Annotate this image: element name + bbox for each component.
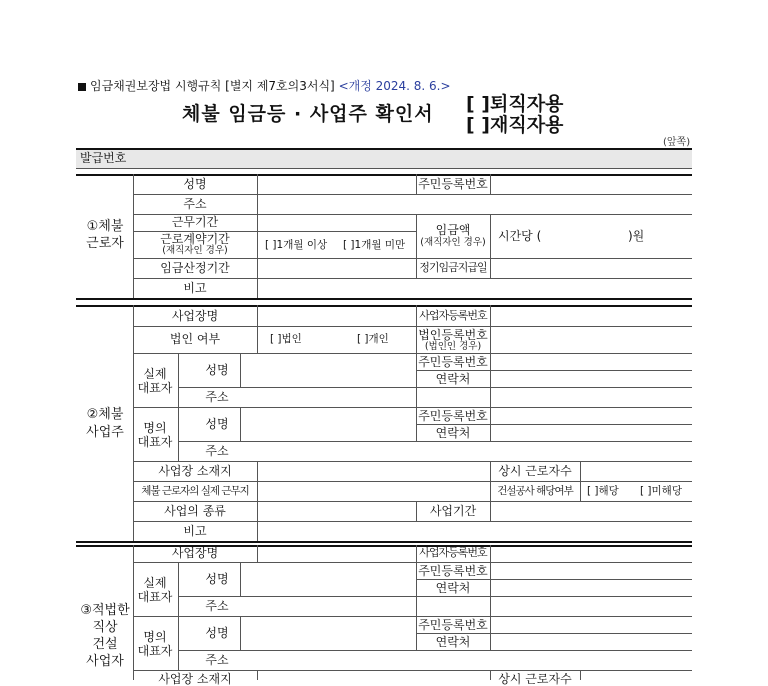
corp-reg-label: 법인등록번호 bbox=[418, 328, 488, 342]
actual-workplace-label: 체불 근로자의 실제 근무지 bbox=[141, 485, 249, 497]
contractor-regular-workers-label: 상시 근로자수 bbox=[498, 672, 572, 686]
nominal-rep-name-label: 성명 bbox=[205, 417, 229, 431]
actual-rep-label-line2: 대표자 bbox=[137, 381, 173, 395]
biz-location-field[interactable] bbox=[258, 462, 489, 480]
revision-date: <개정 2024. 8. 6.> bbox=[338, 79, 451, 93]
square-bullet-icon bbox=[78, 83, 86, 91]
option-retired-checkbox[interactable]: [ ]퇴직자용 bbox=[466, 93, 564, 115]
wage-calc-period-label: 임금산정기간 bbox=[160, 261, 230, 275]
worker-address-label: 주소 bbox=[183, 197, 207, 211]
nominal-rep-rrn-label: 주민등록번호 bbox=[418, 409, 488, 423]
hourly-wage-field[interactable] bbox=[555, 227, 625, 245]
contractor-nominal-rep-address-label: 주소 bbox=[205, 653, 229, 667]
wage-amount-note: (재직자인 경우) bbox=[420, 237, 486, 248]
biz-period-label: 사업기간 bbox=[429, 504, 477, 518]
section3-title-line3: 건설 bbox=[92, 637, 118, 652]
contractor-nominal-rep-name-label: 성명 bbox=[205, 626, 229, 640]
option-employed-checkbox[interactable]: [ ]재직자용 bbox=[466, 114, 564, 136]
form-title: 체불 임금등 · 사업주 확인서 bbox=[182, 103, 434, 125]
nominal-rep-address-field[interactable] bbox=[241, 442, 691, 460]
actual-rep-address-field[interactable] bbox=[241, 388, 691, 406]
worker-name-label: 성명 bbox=[183, 177, 207, 191]
contract-1month-plus-checkbox[interactable]: [ ]1개월 이상 bbox=[265, 239, 328, 251]
worker-rrn-label: 주민등록번호 bbox=[418, 177, 488, 191]
section3-title-line4: 사업자 bbox=[86, 654, 124, 669]
hourly-wage-prefix: 시간당 ( bbox=[498, 229, 542, 243]
contractor-actual-rep-address-field[interactable] bbox=[241, 597, 691, 615]
biz-period-field[interactable] bbox=[491, 502, 691, 520]
issue-number-label: 발급번호 bbox=[80, 151, 127, 165]
corp-reg-note: (법인인 경우) bbox=[424, 341, 482, 352]
nominal-rep-contact-field[interactable] bbox=[491, 425, 691, 440]
contractor-actual-rep-name-field[interactable] bbox=[241, 563, 415, 595]
construction-label: 건설공사 해당여부 bbox=[497, 485, 573, 497]
regular-workers-label: 상시 근로자수 bbox=[498, 464, 572, 478]
employer-remarks-label: 비고 bbox=[183, 524, 207, 538]
employer-biz-name-label: 사업장명 bbox=[171, 309, 219, 323]
section3-title: ③적법한 bbox=[80, 603, 130, 618]
corp-reg-field[interactable] bbox=[491, 327, 691, 352]
law-reference: 임금채권보장법 시행규칙 [별지 제7호의3서식] bbox=[90, 79, 335, 93]
contract-under-1month-checkbox[interactable]: [ ]1개월 미만 bbox=[343, 239, 406, 251]
actual-rep-rrn-field[interactable] bbox=[491, 354, 691, 369]
actual-rep-name-label: 성명 bbox=[205, 363, 229, 377]
nominal-rep-contact-label: 연락처 bbox=[435, 426, 471, 440]
section2-title: ②체불 bbox=[86, 407, 124, 422]
nominal-rep-label-line2: 대표자 bbox=[137, 435, 173, 449]
actual-rep-label: 실제 bbox=[143, 367, 167, 381]
regular-workers-field[interactable] bbox=[581, 462, 691, 480]
indiv-checkbox[interactable]: [ ]개인 bbox=[357, 333, 389, 345]
employer-biz-reg-field[interactable] bbox=[491, 306, 691, 325]
worker-remarks-label: 비고 bbox=[183, 281, 207, 295]
worker-address-field[interactable] bbox=[258, 195, 691, 213]
hourly-wage-suffix: )원 bbox=[628, 229, 645, 243]
employer-biz-name-field[interactable] bbox=[258, 306, 415, 325]
employer-biz-reg-label: 사업자등록번호 bbox=[419, 309, 487, 322]
contractor-nominal-rep-label: 명의 bbox=[143, 630, 167, 644]
payday-field[interactable] bbox=[491, 259, 691, 277]
issue-number-bar bbox=[76, 149, 692, 169]
actual-rep-contact-label: 연락처 bbox=[435, 372, 471, 386]
section1-title: ①체불 bbox=[86, 219, 124, 234]
actual-rep-name-field[interactable] bbox=[241, 354, 415, 386]
wage-calc-period-field[interactable] bbox=[258, 259, 415, 277]
biz-location-label: 사업장 소재지 bbox=[158, 464, 232, 478]
nominal-rep-label: 명의 bbox=[143, 421, 167, 435]
actual-rep-contact-field[interactable] bbox=[491, 371, 691, 386]
contractor-actual-rep-contact-field[interactable] bbox=[491, 580, 691, 595]
contractor-actual-rep-rrn-label: 주민등록번호 bbox=[418, 564, 488, 578]
contractor-actual-rep-name-label: 성명 bbox=[205, 572, 229, 586]
contractor-nominal-rep-contact-field[interactable] bbox=[491, 634, 691, 649]
section3-title-line2: 직상 bbox=[92, 620, 118, 635]
construction-applicable-checkbox[interactable]: [ ]해당 bbox=[587, 485, 619, 497]
corp-status-label: 법인 여부 bbox=[169, 332, 221, 346]
worker-remarks-field[interactable] bbox=[258, 279, 691, 297]
actual-workplace-field[interactable] bbox=[258, 482, 489, 500]
corp-checkbox[interactable]: [ ]법인 bbox=[270, 333, 302, 345]
nominal-rep-rrn-field[interactable] bbox=[491, 408, 691, 423]
contractor-nominal-rep-contact-label: 연락처 bbox=[435, 635, 471, 649]
section1-title-line2: 근로자 bbox=[86, 236, 124, 251]
contractor-location-label: 사업장 소재지 bbox=[158, 672, 232, 686]
contractor-actual-rep-label-line2: 대표자 bbox=[137, 590, 173, 604]
contractor-nominal-rep-rrn-label: 주민등록번호 bbox=[418, 618, 488, 632]
contractor-biz-reg-field[interactable] bbox=[491, 546, 691, 561]
contractor-biz-name-label: 사업장명 bbox=[171, 546, 219, 560]
page-side-label: (앞쪽) bbox=[663, 137, 691, 148]
contractor-actual-rep-address-label: 주소 bbox=[205, 599, 229, 613]
worker-name-field[interactable] bbox=[258, 175, 415, 193]
wage-amount-label: 임금액 bbox=[435, 223, 471, 237]
nominal-rep-name-field[interactable] bbox=[241, 408, 415, 440]
payday-label: 정기임금지급일 bbox=[419, 261, 487, 274]
biz-type-field[interactable] bbox=[258, 502, 415, 520]
contractor-nominal-rep-name-field[interactable] bbox=[241, 617, 415, 649]
contractor-actual-rep-label: 실제 bbox=[143, 576, 167, 590]
construction-not-applicable-checkbox[interactable]: [ ]미해당 bbox=[640, 485, 682, 497]
actual-rep-rrn-label: 주민등록번호 bbox=[418, 355, 488, 369]
biz-type-label: 사업의 종류 bbox=[164, 504, 226, 518]
form-legal-basis bbox=[78, 80, 451, 92]
work-period-field[interactable] bbox=[258, 215, 415, 230]
contract-period-label: 근로계약기간 bbox=[160, 232, 230, 246]
contractor-actual-rep-contact-label: 연락처 bbox=[435, 581, 471, 595]
contractor-biz-reg-label: 사업자등록번호 bbox=[419, 546, 487, 559]
contractor-nominal-rep-label-line2: 대표자 bbox=[137, 644, 173, 658]
contractor-actual-rep-rrn-field[interactable] bbox=[491, 563, 691, 578]
contractor-nominal-rep-address-field[interactable] bbox=[241, 651, 691, 669]
nominal-rep-address-label: 주소 bbox=[205, 444, 229, 458]
worker-rrn-field[interactable] bbox=[491, 175, 691, 193]
section2-title-line2: 사업주 bbox=[86, 425, 124, 440]
contract-period-note: (재직자인 경우) bbox=[162, 245, 228, 256]
employer-remarks-field[interactable] bbox=[258, 522, 691, 540]
contractor-nominal-rep-rrn-field[interactable] bbox=[491, 617, 691, 632]
contractor-biz-name-field[interactable] bbox=[258, 546, 415, 561]
work-period-label: 근무기간 bbox=[171, 215, 219, 229]
actual-rep-address-label: 주소 bbox=[205, 390, 229, 404]
